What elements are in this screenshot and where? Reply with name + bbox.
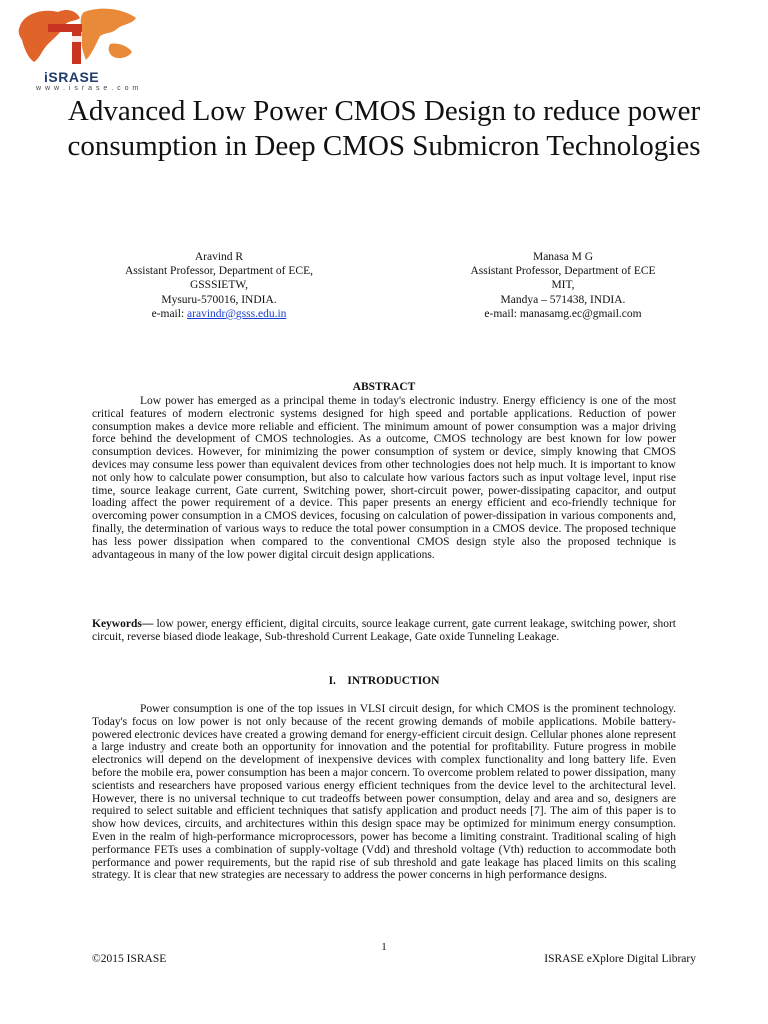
introduction-text: Power consumption is one of the top issues in VLSI circuit design, for which CMOS is the prominent technology. Today's focus on low power is not only because of the recent growing demands of mobile applications. Mobile battery-powered electronic devices have created a growing demand for energy-efficient circuit design. Cellular phones alone represent a large industry and create both an opportunity for innovation and the potential for profitability. Future progress in mobile electronics will depend on the development of inexpensive devices with complex functionality and long battery life. Even before the mobile era, power consumption has been a major concern. To overcome problem related to power dissipation, many scientists and researchers have proposed various energy efficient techniques from the device level to the architectural level. However, there is no universal technique to cut tradeoffs between power consumption, delay and area and so, designers are required to select suitable and efficient techniques that satisfy application and product needs [7]. The aim of this paper is to show how devices, circuits, and architectures within this design space may be optimized for minimum energy consumption. Even in the realm of high-performance microprocessors, power has become a limiting constraint. Traditional scaling of high performance FETs uses a combination of supply-voltage (Vdd) and threshold voltage (Vth) reduction to accommodate both performance and power requirements, but the rapid rise of sub threshold and gate leakage has placed limits on this scaling strategy. It is clear that new strategies are necessary to address the power concerns in high performance designs. [92, 703, 676, 882]
author-institution: GSSSIETW, [189, 279, 249, 292]
author-position: Assistant Professor, Department of ECE, [125, 265, 313, 278]
author-email-link[interactable]: aravindr@gsss.edu.in [187, 307, 287, 320]
author-institution: MIT, [551, 279, 575, 292]
author-email: manasamg.ec@gmail.com [519, 307, 642, 320]
author-block-1 [88, 250, 350, 321]
keywords-text: low power, energy efficient, digital circuits, source leakage current, gate current leakage, switching power, short circuit, reverse biased diode leakage, Sub-threshold Current Leakage, Gate oxide Tunneling Leakage. [92, 618, 676, 643]
author-address: Mysuru-570016, INDIA. [161, 293, 277, 306]
paper-title: Advanced Low Power CMOS Design to reduce power consumption in Deep CMOS Submicron Technologies [67, 95, 701, 162]
author-position: Assistant Professor, Department of ECE [470, 265, 656, 278]
author-block-2 [432, 250, 694, 321]
keywords-label: Keywords— [92, 618, 154, 630]
author-address: Mandya – 571438, INDIA. [500, 293, 626, 306]
israse-logo [14, 4, 144, 94]
author-email-line [432, 307, 694, 321]
author-name: Aravind R [194, 251, 244, 263]
logo-brand-text: iSRASE [44, 69, 100, 85]
author-email-line [88, 307, 350, 321]
keywords-paragraph [92, 618, 676, 644]
introduction-heading: I. INTRODUCTION [328, 675, 440, 687]
email-label: e-mail: [484, 307, 520, 320]
page-number: 1 [381, 941, 387, 953]
author-name: Manasa M G [532, 251, 594, 263]
abstract-heading: ABSTRACT [352, 381, 416, 393]
abstract-text: Low power has emerged as a principal theme in today's electronic industry. Energy efficiency is one of the most critical features of modern electronic systems designed for high speed and portable applications. Reduction of power consumption makes a device more reliable and efficient. The minimum amount of power consumption was a major driving force behind the development of CMOS technologies. As a outcome, CMOS technology are best known for low power consumption devices. However, for minimizing the power consumption of system or device, simply knowing that CMOS devices may consume less power than equivalent devices from other technologies does not help much. It is important to know not only how to calculate power consumption, but also to calculate how various factors such as input voltage level, input rise time, source leakage current, Gate current, Switching power, short-circuit power, power-dissipating capacitor, and output loading affect the power requirement of a device. This paper presents an energy efficient and eco-friendly technique for overcoming power consumption in a CMOS devices, focusing on calculation of power-dissipation in various components and, finally, the determination of various ways to reduce the total power consumption in a CMOS device. The proposed technique has less power dissipation when compared to the conventional CMOS design style also the proposed technique is advantageous in many of the low power digital circuit design applications. [92, 395, 676, 561]
email-label: e-mail: [151, 307, 188, 320]
footer-copyright: ©2015 ISRASE [92, 953, 167, 965]
footer-library: ISRASE eXplore Digital Library [544, 953, 696, 965]
logo-url-text: w w w . i s r a s e . c o m [36, 85, 140, 92]
world-map-icon [14, 4, 144, 74]
